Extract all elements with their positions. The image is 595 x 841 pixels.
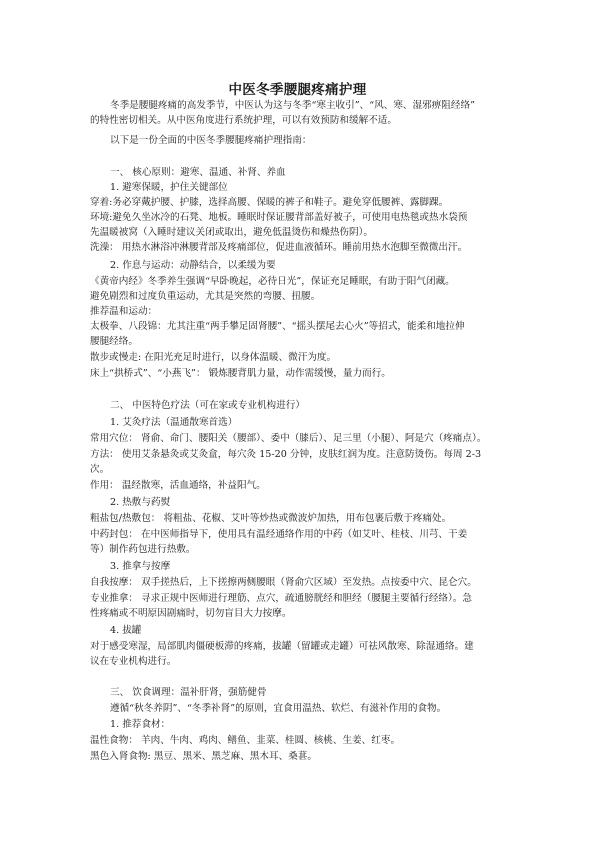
paragraph-line: 床上“拱桥式”、“小燕飞”： 锻炼腰背肌力量，动作需缓慢，量力而行。: [90, 368, 391, 379]
subsection-heading: 2. 热敷与药熨: [110, 497, 171, 508]
paragraph-line: 推荐温和运动：: [90, 306, 158, 317]
paragraph-line: 环境:避免久坐冰冷的石凳、地板。睡眠时保证腰背部盖好被子，可使用电热毯或热水袋预: [90, 212, 468, 223]
subsection-heading: 2. 作息与运动：动静结合，以柔缓为要: [110, 260, 276, 271]
paragraph-line: 性疼痛或不明原因剧痛时，切勿盲目大力按摩。: [90, 608, 292, 619]
subsection-heading: 1. 避寒保暖，护住关键部位: [110, 182, 228, 193]
subsection-heading: 1. 艾灸疗法（温通散寒首选）: [110, 417, 238, 428]
section-heading: 三、 饮食调理：温补肝肾，强筋健骨: [110, 687, 267, 698]
subsection-heading: 4. 拔罐: [110, 625, 142, 636]
paragraph-line: 议在专业机构进行。: [90, 656, 177, 667]
paragraph-line: 洗澡： 用热水淋浴冲淋腰背部及疼痛部位，促进血液循环。睡前用热水泡脚至微微出汗。: [90, 242, 468, 253]
paragraph-line: 先温暖被窝（入睡时建议关闭或取出，避免低温烫伤和燥热伤阴）。: [90, 227, 374, 238]
section-heading: 一、 核心原则：避寒、温通、补肾、养血: [110, 167, 286, 178]
paragraph-line: 次。: [90, 464, 110, 475]
paragraph-line: 避免剧烈和过度负重运动，尤其是突然的弯腰、扭腰。: [90, 291, 321, 302]
paragraph-line: 对于感受寒湿，局部肌肉僵硬板滞的疼痛，拔罐（留罐或走罐）可祛风散寒、除湿通络。建: [90, 641, 474, 652]
paragraph-line: 等）制作药包进行热敷。: [90, 544, 196, 555]
paragraph-line: 常用穴位： 肾俞、命门、腰阳关（腰部）、委中（膝后）、足三里（小腿）、阿是穴（疼痛点）。: [90, 433, 487, 444]
paragraph-line: 中药封包： 在中医师指导下，使用具有温经通络作用的中药（如艾叶、桂枝、川芎、干姜: [90, 529, 468, 540]
paragraph-line: 作用： 温经散寒，活血通络，补益阳气。: [90, 480, 266, 491]
paragraph-line: 方法： 使用艾条悬灸或艾灸盒，每穴灸 15-20 分钟，皮肤红润为度。注意防烫伤。每周 2-3: [90, 449, 482, 460]
paragraph-line: 以下是一份全面的中医冬季腰腿疼痛护理指南：: [110, 135, 312, 146]
document-title: 中医冬季腰腿疼痛护理: [228, 82, 367, 98]
paragraph-line: 的特性密切相关。从中医角度进行系统护理，可以有效预防和缓解不适。: [90, 115, 397, 126]
paragraph-line: 《黄帝内经》冬季养生强调“早卧晚起，必待日光”，保证充足睡眠，有助于阳气闭藏。: [90, 276, 455, 287]
paragraph-line: 自我按摩： 双手搓热后，上下搓擦两侧腰眼（肾俞穴区域）至发热。点按委中穴、昆仑穴。: [90, 577, 477, 588]
paragraph-line: 穿着:务必穿戴护腰、护膝，选择高腰、保暖的裤子和鞋子。避免穿低腰裤、露脚踝。: [90, 197, 449, 208]
paragraph-line: 粗盐包/热敷包： 将粗盐、花椒、艾叶等炒热或微波炉加热，用布包裹后敷于疼痛处。: [90, 513, 452, 524]
paragraph-line: 散步或慢走: 在阳光充足时进行，以身体温暖、微汗为度。: [90, 352, 337, 363]
subsection-heading: 3. 推拿与按摩: [110, 561, 171, 572]
paragraph-line: 冬季是腰腿疼痛的高发季节，中医认为这与冬季“寒主收引”、“风、寒、湿邪痹阻经络”: [110, 100, 475, 111]
paragraph-line: 专业推拿： 寻求正规中医师进行理筋、点穴，疏通膀胱经和胆经（腰腿主要循行经络）。急: [90, 593, 472, 604]
paragraph-line: 太极拳、八段锦：尤其注重“两手攀足固肾腰”、“摇头摆尾去心火”等招式，能柔和地拉伸: [90, 321, 465, 332]
subsection-heading: 1. 推荐食材：: [110, 719, 171, 730]
paragraph-line: 遵循“秋冬养阴”、“冬季补肾”的原则，宜食用温热、软烂、有滋补作用的食物。: [110, 703, 447, 714]
paragraph-line: 黑色入肾食物: 黑豆、黑米、黑芝麻、黑木耳、桑葚。: [90, 751, 317, 762]
paragraph-line: 腰腿经络。: [90, 336, 138, 347]
section-heading: 二、 中医特色疗法（可在家或专业机构进行）: [110, 400, 305, 411]
paragraph-line: 温性食物： 羊肉、牛肉、鸡肉、鳝鱼、韭菜、桂圆、核桃、生姜、红枣。: [90, 735, 401, 746]
